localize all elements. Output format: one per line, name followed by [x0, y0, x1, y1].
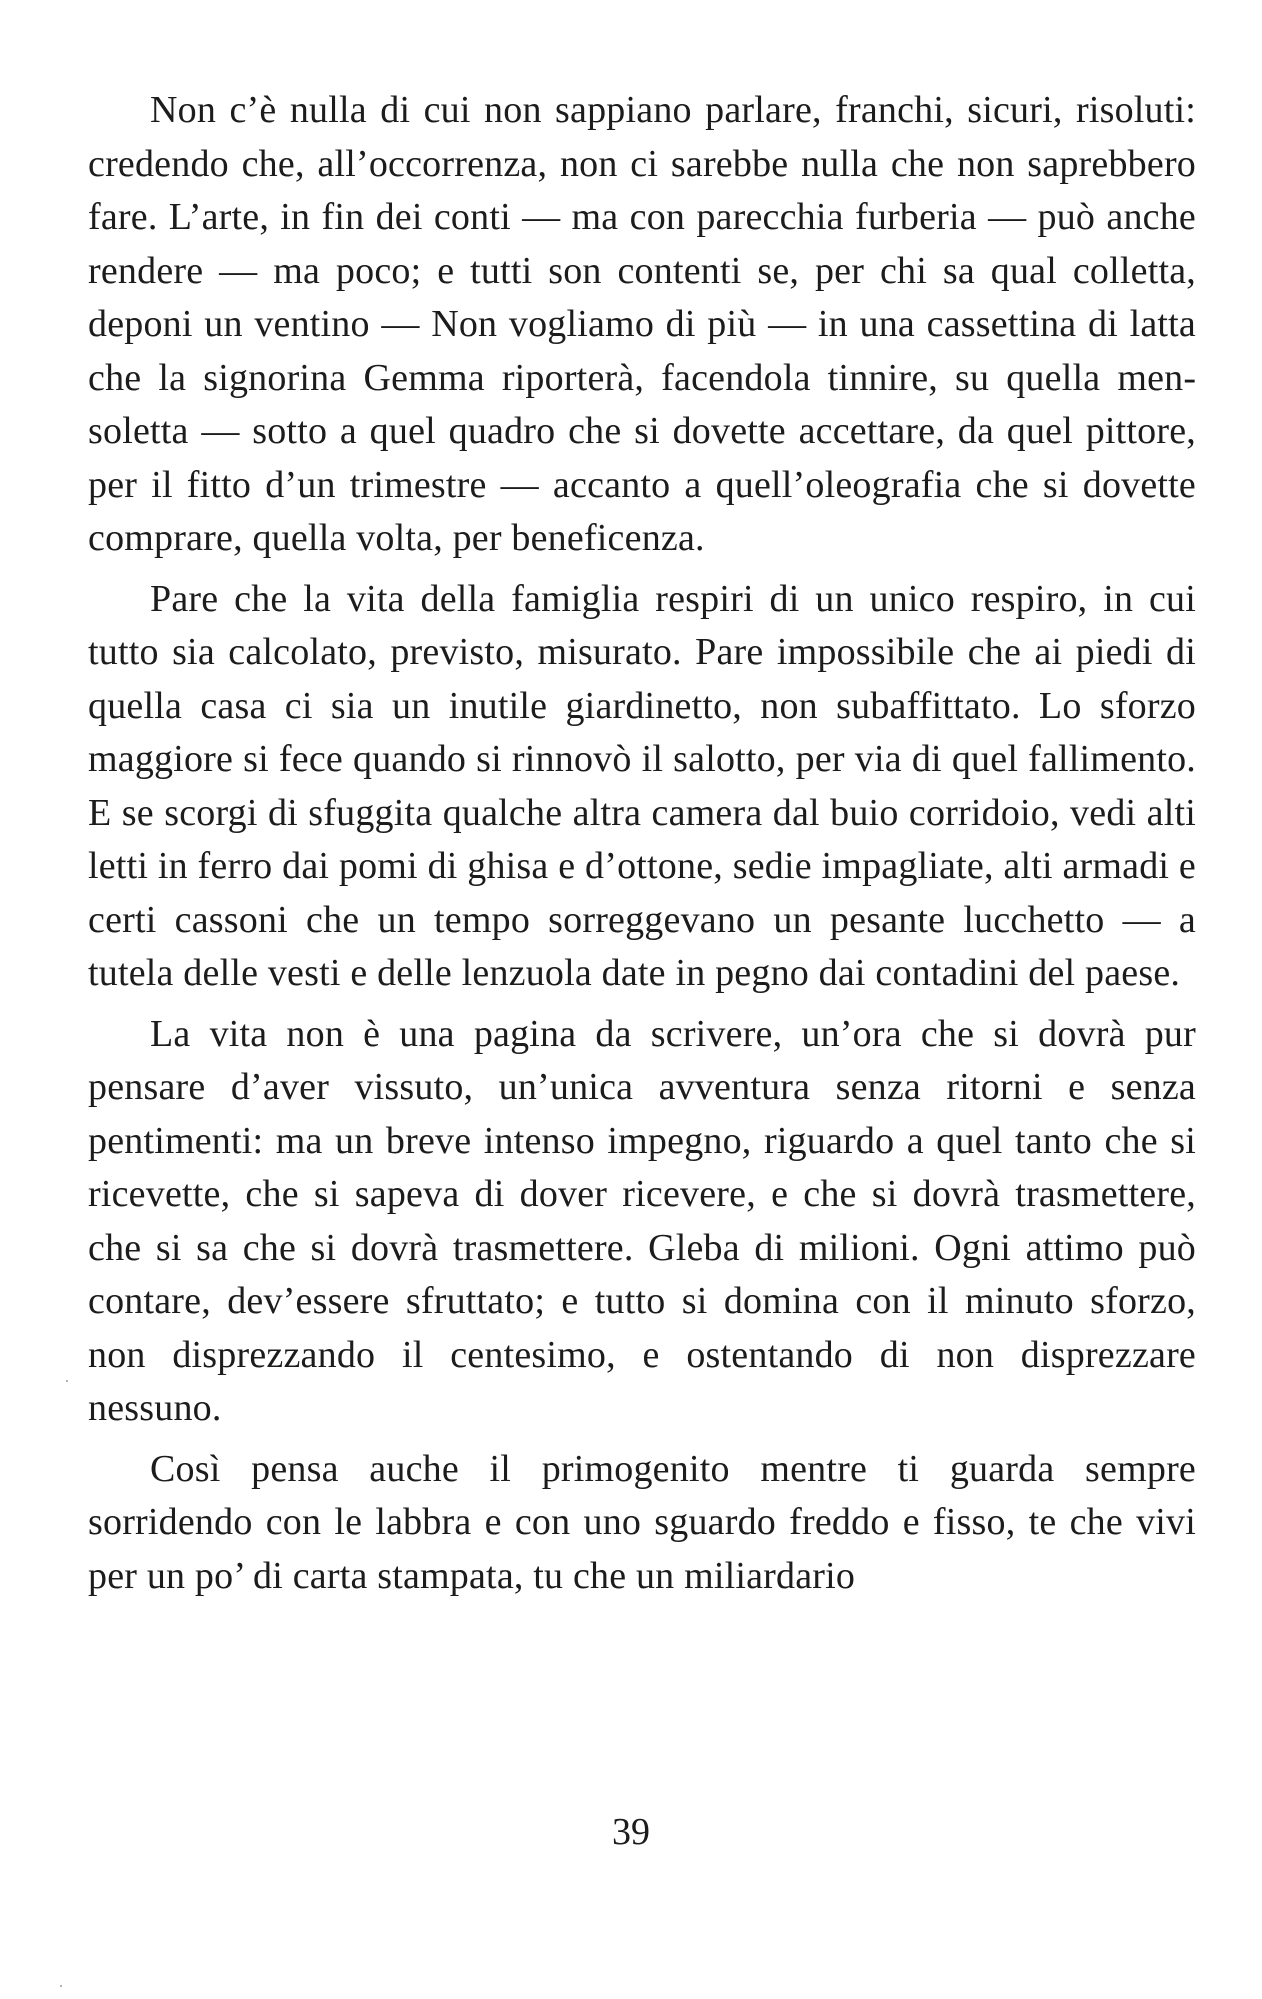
paragraph-2: Pare che la vita della famiglia respiri di un unico respiro, in cui tutto sia calcolato, previsto, misurato. Pare impossibile che ai piedi di quella casa ci sia un inutile giardinetto, non subaffittato. Lo sforzo maggiore si fece quando si rinnovò il salotto, per via di quel fallimento. E se scorgi di sfuggita qualche altra camera dal buio corridoio, vedi alti letti in ferro dai pomi di ghisa e d’ottone, sedie impagliate, alti armadi e certi cassoni che un tempo sorreggevano un pesante lucchetto — a tutela delle vesti e delle lenzuola date in pegno dai contadini del paese.	[88, 577, 1196, 994]
paragraph-1: Non c’è nulla di cui non sappiano parlare, franchi, sicuri, risoluti: credendo che, all’occorrenza, non ci sarebbe nulla che non saprebbero fare. L’arte, in fin dei conti — ma con parecchia furberia — può anche rendere — ma poco; e tutti son contenti se, per chi sa qual colletta, deponi un ventino — Non vogliamo di più — in una cassettina di latta che la signorina Gemma riporterà, facendola tinnire, su quella mensoletta — sotto a quel quadro che si dovette accettare, da quel pittore, per il fitto d’un trimestre — accanto a quell’oleografia che si dovette comprare, quella volta, per beneficenza.	[88, 89, 1196, 559]
body-text	[88, 84, 1196, 1610]
page-number: 39	[612, 1811, 650, 1853]
paper-speck	[60, 1985, 62, 1987]
paper-speck	[66, 1380, 68, 1382]
paragraph-3: La vita non è una pagina da scrivere, un’ora che si dovrà pur pensare d’aver vissuto, un’unica avventura senza ritorni e senza pentimenti: ma un breve intenso impegno, riguardo a quel tanto che si ricevette, che si sapeva di dover ricevere, e che si dovrà trasmettere, che si sa che si dovrà trasmettere. Gleba di milioni. Ogni attimo può contare, dev’essere sfruttato; e tutto si domina con il minuto sforzo, non disprezzando il centesimo, e ostentando di non disprezzare nessuno.	[88, 1012, 1196, 1429]
paragraph-4: Così pensa auche il primogenito mentre ti guarda sempre sorridendo con le labbra e con uno sguardo freddo e fisso, te che vivi per un po’ di carta stampata, tu che un miliardario	[88, 1447, 1196, 1597]
